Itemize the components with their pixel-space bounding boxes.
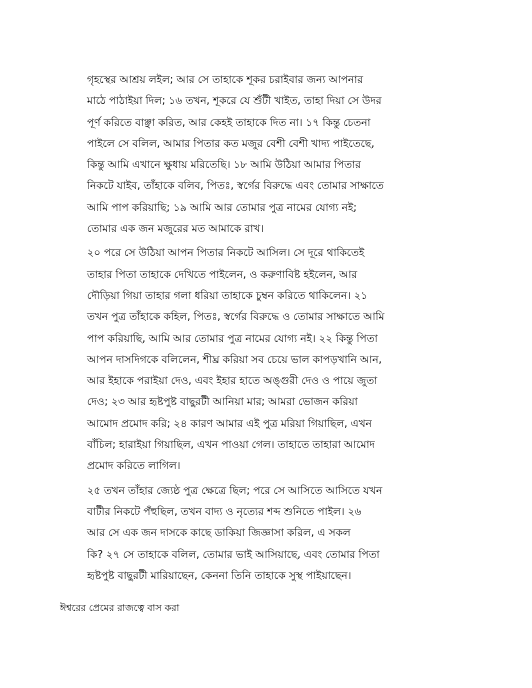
- text-line: পাইলে সে বলিল, আমার পিতার কত মজুর বেশী বেশী খাদ্য পাইতেছে,: [87, 137, 375, 150]
- text-line: দেও; ২৩ আর হৃষ্টপুষ্ট বাছুরটী আনিয়া মার; আমরা ভোজন করিয়া: [87, 396, 358, 409]
- page-footer: ঈশ্বরের প্রেমের রাজত্বে বাস করা: [60, 603, 180, 614]
- text-line: আমি পাপ করিয়াছি; ১৯ আমি আর তোমার পুত্র নামের যোগ্য নই;: [87, 201, 357, 214]
- text-line: বাঁচিল; হারাইয়া গিয়াছিল, এখন পাওয়া গেল। তাহাতে তাহারা আমোদ: [87, 439, 375, 452]
- text-line: ২৫ তখন তাঁহার জ্যেষ্ঠ পুত্র ক্ষেত্রে ছিল; পরে সে আসিতে আসিতে যখন: [87, 484, 383, 497]
- text-line: কিন্তু আমি এখানে ক্ষুধায় মরিতেছি। ১৮ আমি উঠিয়া আমার পিতার: [87, 159, 361, 172]
- text-line: প্রমোদ করিতে লাগিল।: [87, 460, 181, 473]
- text-line: নিকটে যাইব, তাঁহাকে বলিব, পিতঃ, স্বর্গের বিরুদ্ধে এবং তোমার সাক্ষাতে: [87, 180, 384, 193]
- text-line: কি? ২৭ সে তাহাকে বলিল, তোমার ভাই আসিয়াছে, এবং তোমার পিতা: [87, 548, 380, 561]
- paragraph-1: [87, 70, 472, 240]
- body-text: [87, 70, 472, 590]
- text-line: তখন পুত্র তাঁহাকে কহিল, পিতঃ, স্বর্গের বিরুদ্ধে ও তোমার সাক্ষাতে আমি: [87, 311, 385, 324]
- text-line: দৌড়িয়া গিয়া তাহার গলা ধরিয়া তাহাকে চুম্বন করিতে থাকিলেন। ২১: [87, 289, 368, 302]
- text-line: তাহার পিতা তাহাকে দেখিতে পাইলেন, ও করুণাবিষ্ট হইলেন, আর: [87, 268, 358, 281]
- text-line: আর ইহাকে পরাইয়া দেও, এবং ইহার হাতে অঙ্গুরী দেও ও পায়ে জুতা: [87, 375, 378, 388]
- text-line: আর সে এক জন দাসকে কাছে ডাকিয়া জিজ্ঞাসা করিল, এ সকল: [87, 527, 351, 540]
- text-line: ২০ পরে সে উঠিয়া আপন পিতার নিকটে আসিল। সে দূরে থাকিতেই: [87, 247, 365, 260]
- text-line: পূর্ণ করিতে বাঞ্ছা করিত, আর কেহই তাহাকে দিত না। ১৭ কিন্তু চেতনা: [87, 116, 371, 129]
- text-line: আপন দাসদিগকে বলিলেন, শীঘ্র করিয়া সব চেয়ে ভাল কাপড়খানি আন,: [87, 353, 382, 366]
- text-line: বাটীর নিকটে পঁহুছিল, তখন বাদ্য ও নৃত্যের শব্দ শুনিতে পাইল। ২৬: [87, 505, 362, 518]
- text-line: গৃহস্থের আশ্রয় লইল; আর সে তাহাকে শূকর চরাইবার জন্য আপনার: [87, 74, 363, 86]
- text-line: তোমার এক জন মজুরের মত আমাকে রাখ।: [87, 223, 264, 236]
- text-line: হৃষ্টপুষ্ট বাছুরটী মারিয়াছেন, কেননা তিনি তাহাকে সুস্থ পাইয়াছেন।: [87, 569, 352, 582]
- text-line: আমোদ প্রমোদ করি; ২৪ কারণ আমার এই পুত্র মরিয়া গিয়াছিল, এখন: [87, 417, 372, 430]
- paragraph-2: [87, 243, 472, 477]
- text-line: পাপ করিয়াছি, আমি আর তোমার পুত্র নামের যোগ্য নই। ২২ কিন্তু পিতা: [87, 332, 378, 345]
- paragraph-3: [87, 481, 472, 587]
- text-line: মাঠে পাঠাইয়া দিল; ১৬ তখন, শূকরে যে শুঁটী খাইত, তাহা দিয়া সে উদর: [87, 95, 382, 108]
